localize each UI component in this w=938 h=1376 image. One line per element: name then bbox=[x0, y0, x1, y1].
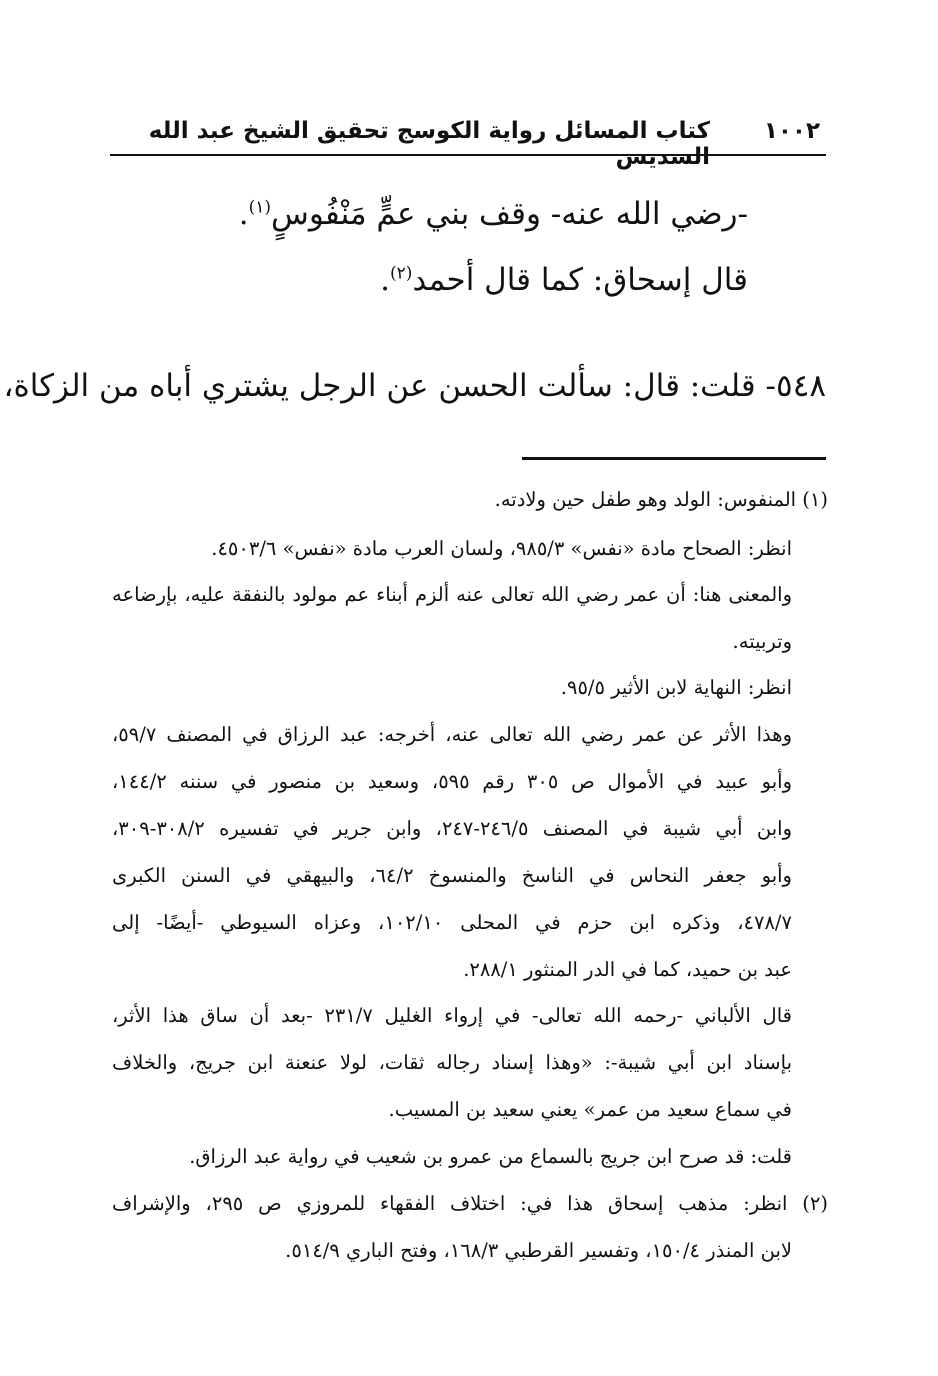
footnote-ref-1: (١) bbox=[248, 197, 272, 218]
footnote-line-4: وتربيته. bbox=[732, 630, 792, 653]
footnote-line-17: لابن المنذر ١٥٠/٤، وتفسير القرطبي ١٦٨/٣، وفتح الباري ٥١٤/٩. bbox=[285, 1239, 792, 1262]
page-number: ١٠٠٢ bbox=[763, 118, 820, 144]
running-header bbox=[110, 112, 826, 170]
footnote-line-15: قلت: قد صرح ابن جريج بالسماع من عمرو بن شعيب في رواية عبد الرزاق. bbox=[189, 1145, 792, 1168]
footnote-line-10: ٤٧٨/٧، وذكره ابن حزم في المحلى ١٠٢/١٠، وعزاه السيوطي -أيضًا- إلى bbox=[112, 911, 792, 934]
footnote-line-13: بإسناد ابن أبي شيبة-: «وهذا إسناد رجاله ثقات، لولا عنعنة ابن جريج، والخلاف bbox=[112, 1051, 792, 1074]
main-line-2-text: قال إسحاق: كما قال أحمد bbox=[412, 262, 748, 298]
footnote-line-9: وأبو جعفر النحاس في الناسخ والمنسوخ ٦٤/٢، والبيهقي في السنن الكبرى bbox=[112, 864, 792, 887]
footnote-line-1: (١) المنفوس: الولد وهو طفل حين ولادته. bbox=[494, 488, 828, 511]
footnote-line-16: (٢) انظر: مذهب إسحاق هذا في: اختلاف الفقهاء للمروزي ص ٢٩٥، والإشراف bbox=[112, 1192, 828, 1215]
main-line-1-end: . bbox=[238, 196, 249, 232]
main-line-2-end: . bbox=[380, 262, 390, 298]
footnote-line-8: وابن أبي شيبة في المصنف ٢٤٦/٥-٢٤٧، وابن جرير في تفسيره ٣٠٨/٢-٣٠٩، bbox=[112, 817, 793, 840]
book-title: كتاب المسائل رواية الكوسج تحقيق الشيخ عبد الله السديس bbox=[148, 118, 710, 170]
footnote-line-3: والمعنى هنا: أن عمر رضي الله تعالى عنه ألزم أبناء عم مولود بالنفقة عليه، بإرضاعه bbox=[112, 583, 792, 606]
footnote-line-14: في سماع سعيد من عمر» يعني سعيد بن المسيب. bbox=[388, 1098, 792, 1121]
footnote-line-11: عبد بن حميد، كما في الدر المنثور ٢٨٨/١. bbox=[463, 958, 792, 981]
main-line-1 bbox=[239, 196, 748, 232]
footnote-separator bbox=[522, 457, 826, 460]
footnote-line-12: قال الألباني -رحمه الله تعالى- في إرواء الغليل ٢٣١/٧ -بعد أن ساق هذا الأثر، bbox=[112, 1004, 792, 1027]
footnote-line-6: وهذا الأثر عن عمر رضي الله تعالى عنه، أخرجه: عبد الرزاق في المصنف ٥٩/٧، bbox=[112, 723, 792, 746]
footnote-ref-2: (٢) bbox=[389, 263, 413, 284]
main-line-3: ٥٤٨- قلت: قال: سألت الحسن عن الرجل يشتري أباه من الزكاة، bbox=[3, 368, 826, 404]
footnote-line-7: وأبو عبيد في الأموال ص ٣٠٥ رقم ٥٩٥، وسعيد بن منصور في سننه ١٤٤/٢، bbox=[112, 770, 793, 793]
footnote-line-5: انظر: النهاية لابن الأثير ٩٥/٥. bbox=[560, 676, 792, 699]
main-line-2 bbox=[380, 262, 748, 298]
main-line-1-text: -رضي الله عنه- وقف بني عمٍّ مَنْفُوسٍ bbox=[271, 196, 748, 232]
footnote-line-2: انظر: الصحاح مادة «نفس» ٩٨٥/٣، ولسان العرب مادة «نفس» ٤٥٠٣/٦. bbox=[211, 537, 792, 560]
